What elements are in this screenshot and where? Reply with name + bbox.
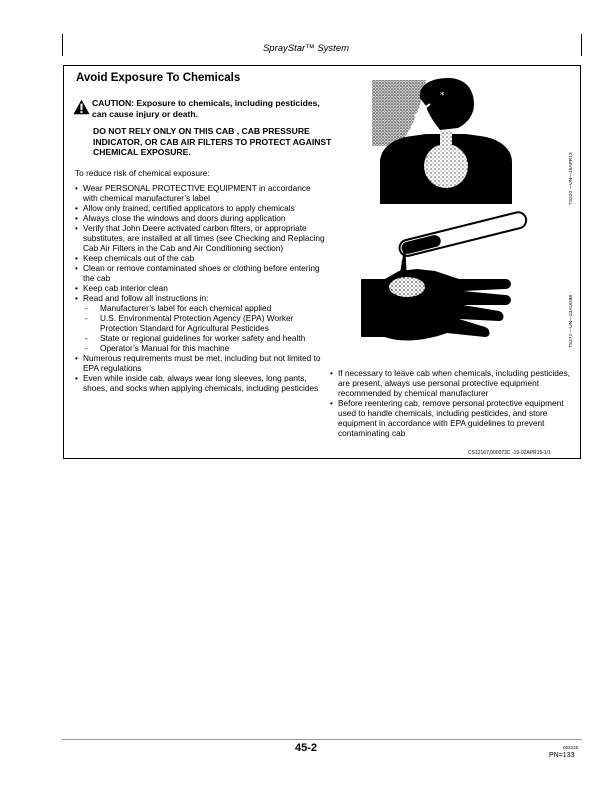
precaution-list — [75, 183, 327, 393]
caution-subtext: DO NOT RELY ONLY ON THIS CAB , CAB PRESSURE INDICATOR, OR CAB AIR FILTERS TO PROTECT AGAINST CHEMICAL EXPOSURE. — [93, 126, 332, 157]
document-code-reference: CS12167,000073C -19-02APR15-1/1 — [468, 450, 551, 456]
list-item: • Even while inside cab, always wear long sleeves, long pants, shoes, and socks when applying chemicals, including pesticides — [75, 373, 327, 393]
page-header-title: SprayStar™ System — [262, 43, 350, 54]
list-item: • Keep chemicals out of the cab — [75, 253, 327, 263]
sublist-item: - Operator’s Manual for this machine — [83, 343, 327, 353]
footer-rule — [62, 739, 582, 740]
list-item: • If necessary to leave cab when chemicals, including pesticides, are present, always use personal protective equipment recommended by chemical manufacturer — [330, 368, 575, 398]
instruction-sublist — [83, 303, 327, 353]
svg-text:*: * — [440, 91, 445, 101]
cab-exit-list — [330, 368, 575, 438]
list-item: • Numerous requirements must be met, including but not limited to EPA regulations — [75, 353, 327, 373]
footer-pn: PN=133 — [549, 752, 575, 759]
list-item: • Allow only trained, certified applicators to apply chemicals — [75, 203, 327, 213]
section-title: Avoid Exposure To Chemicals — [76, 72, 241, 84]
list-item-instructions — [75, 293, 327, 353]
list-item: • Wear PERSONAL PROTECTIVE EQUIPMENT in accordance with chemical manufacturer’s label — [75, 183, 327, 203]
chemical-hand-contact-illustration — [355, 209, 545, 354]
figure-id-1: TS220 —UN—15APR13 — [569, 152, 574, 205]
figure-id-2: TS272 —UN—23AUG88 — [569, 294, 574, 348]
intro-text: To reduce risk of chemical exposure: — [75, 168, 210, 178]
page-number: 45-2 — [294, 742, 318, 754]
list-item: • Always close the windows and doors during application — [75, 213, 327, 223]
sublist-item: - U.S. Environmental Protection Agency (EPA) Worker Protection Standard for Agricultural Pesticides — [83, 313, 327, 333]
sublist-item: - Manufacturer’s label for each chemical applied — [83, 303, 327, 313]
caution-text: CAUTION: Exposure to chemicals, including pesticides, can cause injury or death. — [92, 98, 320, 119]
warning-triangle-icon — [73, 99, 90, 115]
footer-date-code: 062315 — [563, 745, 579, 750]
list-item-label: Read and follow all instructions in: — [83, 293, 209, 303]
sublist-item: - State or regional guidelines for worker safety and health — [83, 333, 327, 343]
list-item: • Verify that John Deere activated carbon filters, or appropriate substitutes, are installed at all times (see Checking and Replacing Cab Air Filters in the Cab and Air Conditioning section) — [75, 223, 327, 253]
list-item: • Keep cab interior clean — [75, 283, 327, 293]
list-item: • Clean or remove contaminated shoes or clothing before entering the cab — [75, 263, 327, 283]
list-item: • Before reentering cab, remove personal protective equipment used to handle chemicals, including pesticides, and store equipment in accordance with EPA guidelines to prevent contaminating cab — [330, 398, 575, 438]
chemical-inhalation-illustration — [370, 76, 560, 204]
